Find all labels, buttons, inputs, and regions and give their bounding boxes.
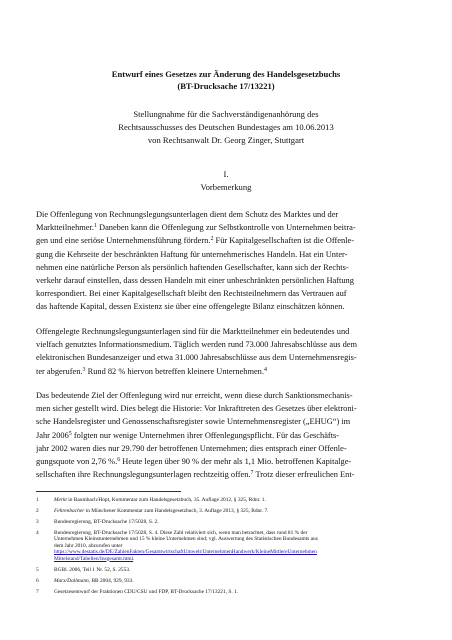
paragraph-line: jahr 2002 waren dies nur 29.790 der betroffenen Unternehmen; dies entsprach einer Offenle- xyxy=(36,443,347,453)
document-reference: (BT-Drucksache 17/13221) xyxy=(177,81,275,91)
footnote-ref[interactable]: 4 xyxy=(263,366,267,373)
paragraph-2 xyxy=(36,325,424,378)
paragraph-line: Marktteilnehmer.$^1$ Daneben kann die Offenlegung zur Selbstkontrolle von Unternehmen beitra- xyxy=(36,223,356,233)
paragraph-line: Die Offenlegung von Rechnungslegungsunterlagen dient dem Schutz des Marktes und der xyxy=(36,210,339,219)
paragraph-line: verkehr darauf einstellen, dass dessen Handeln mit einer unbeschränkten persönlichen Haftung xyxy=(36,276,354,286)
footnote-ref[interactable]: 6 xyxy=(117,457,121,464)
footnote-number: 3 xyxy=(36,519,39,525)
statement-line-1: Stellungnahme für die Sachverständigenanhörung des xyxy=(133,109,319,119)
paragraph-line: gen und eine seriöse Unternehmensführung fördern.$^2$ Für Kapitalgesellschaften ist die Offenle- xyxy=(36,236,354,246)
footnote-number: 6 xyxy=(36,578,39,584)
paragraph-1 xyxy=(36,208,424,314)
paragraph-3 xyxy=(36,389,424,481)
footnote-number: 1 xyxy=(36,497,39,503)
section-number: I. xyxy=(223,169,229,179)
footnote-text: Bundesregierung, BT-Drucksache 17/5028, S. 2. xyxy=(54,519,159,525)
paragraph-line: men sicher gestellt wird. Dies belegt die Historie: Vor Inkrafttreten des Gesetzes über elektroni- xyxy=(36,404,357,414)
paragraph-line: sche Handelsregister und Genossenschaftsregister sowie Unternehmensregister („EHUG“) im xyxy=(36,417,351,427)
footnote-text: Gesetzesentwurf der Fraktionen CDU/CSU und FDP, BT-Drucksache 17/13221, S. 1. xyxy=(54,589,239,595)
footnote-text: Fehrenbacher in Münchener Kommentar zum Handelsgesetzbuch, 3. Auflage 2013, § 325, Rdnr. 7. xyxy=(54,508,269,514)
paragraph-line: gung die Kehrseite der beschränkten Haftung für unternehmerisches Handeln. Hat ein Unter- xyxy=(36,249,348,259)
statement-author: von Rechtsanwalt Dr. Georg Zinger, Stuttgart xyxy=(147,135,305,145)
paragraph-line: ter abgerufen.$^3$ Rund 82 % hiervon betreffen kleinere Unternehmen.$^4$ xyxy=(36,366,267,376)
section-title: Vorbemerkung xyxy=(200,182,252,192)
footnote-number: 2 xyxy=(36,508,39,514)
footnote-1 xyxy=(36,497,426,503)
paragraph-line: Jahr 2006$^5$ folgten nur wenige Unternehmen ihrer Offenlegungspflicht. Für das Geschäfts- xyxy=(36,430,340,440)
paragraph-line: korrespondiert. Bei einer Kapitalgesellschaft bleibt den Rechtsteilnehmern das Vertrauen auf xyxy=(36,289,347,299)
paragraph-line: vielfach genutztes Informationsmedium. Täglich werden rund 73.000 Jahresabschlüsse aus dem xyxy=(36,340,358,350)
paragraph-line: das haftende Kapital, dessen Existenz sie über eine offengelegte Bilanz einschätzen können. xyxy=(36,302,345,312)
document-title: Entwurf eines Gesetzes zur Änderung des Handelsgesetzbuchs xyxy=(111,69,341,79)
statistics-link[interactable]: https://www.destatis.de/DE/ZahlenFakten/GesamtwirtschaftUmwelt/UnternehmenHandwerk/KleineMittlereUnternehmen xyxy=(54,549,317,556)
footnote-7 xyxy=(36,589,426,595)
footnote-number: 5 xyxy=(36,567,39,573)
footnote-text: BGBl. 2006, Teil 1 Nr. 52, S. 2553. xyxy=(54,567,131,573)
footnote-text: Bundesregierung, BT-Drucksache 17/5028, S. 4. Diese Zahl relativiert sich, wenn man betrachtet, dass rund 81 % der Unternehmen Kleinstunternehmen und 15 % kleine Unternehmen sind; vgl. Auswertung des Statistischen Bundesamts aus dem Jahr 2010, abzurufen unter https://www.destatis.de/DE/ZahlenFakten/GesamtwirtschaftUmwelt/UnternehmenHandwerk/KleineMittlereUnternehmen Mittelstand/Tabellen/Insgesamt.html. xyxy=(54,530,318,562)
paragraph-line: Offengelegte Rechnungslegungsunterlagen sind für die Marktteilnehmer ein bedeutendes und xyxy=(36,327,350,336)
footnote-separator xyxy=(36,491,181,492)
paragraph-line: sellschaften ihre Rechnungslegungsunterlagen rechtzeitig offen.$^7$ Trotz dieser erfreulichen Ent- xyxy=(36,470,355,480)
footnote-3 xyxy=(36,519,426,525)
footnote-2 xyxy=(36,508,426,514)
footnote-text: Merkt in Baumbach/Hopt, Kommentar zum Handelsgesetzbuch, 35. Auflage 2012, § 325, Rdnr. 1. xyxy=(54,497,266,503)
footnote-ref[interactable]: 7 xyxy=(250,470,254,477)
footnote-ref[interactable]: 5 xyxy=(68,430,72,437)
footnote-text: Marx/Dallmann, BB 2004, 929, 933. xyxy=(54,578,134,584)
footnote-4 xyxy=(36,530,426,562)
statistics-link-continued[interactable]: Mittelstand/Tabellen/Insgesamt.html xyxy=(54,555,134,562)
footnote-ref[interactable]: 2 xyxy=(210,236,214,243)
footnote-ref[interactable]: 3 xyxy=(82,366,86,373)
footnote-5 xyxy=(36,567,426,573)
footnote-ref[interactable]: 1 xyxy=(93,223,97,230)
paragraph-line: nehmen eine natürliche Person als persönlich haftenden Gesellschafter, kann sich der Rechts- xyxy=(36,262,349,272)
statement-line-2: Rechtsausschusses des Deutschen Bundestages am 10.06.2013 xyxy=(118,122,334,132)
footnote-number: 7 xyxy=(36,589,39,595)
paragraph-line: gungsquote von 2,76 %.$^6$ Heute legen über 90 % der mehr als 1,1 Mio. betroffenen Kapitalge- xyxy=(36,457,352,467)
footnote-6 xyxy=(36,578,426,584)
paragraph-line: Das bedeutende Ziel der Offenlegung wird nur erreicht, wenn diese durch Sanktionsmechanis- xyxy=(36,391,353,400)
paragraph-line: elektronischen Bundesanzeiger und etwa 31.000 Jahresabschlüsse aus dem Unternehmensregis- xyxy=(36,353,357,363)
footnote-number: 4 xyxy=(36,530,39,536)
